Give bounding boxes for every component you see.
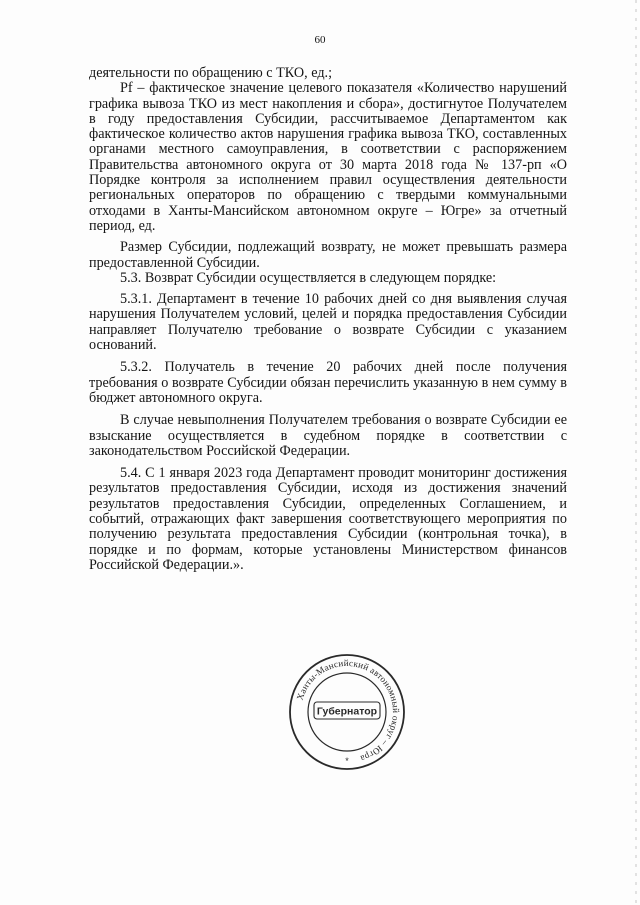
paragraph-court-recovery: В случае невыполнения Получателем требования о возврате Субсидии ее взыскание осуществляется в судебном порядке в соответствии с законодательством Российской Федерации. bbox=[89, 412, 567, 459]
official-seal bbox=[287, 652, 407, 772]
seal-center-text: Губернатор bbox=[316, 705, 378, 718]
document-body bbox=[89, 66, 567, 573]
paragraph-5-3-1: 5.3.1. Департамент в течение 10 рабочих дней со дня выявления случая нарушения Получателем условий, целей и порядка предоставления Субсидии направляет Получателю требование о возврате Субсидии с указанием оснований. bbox=[89, 291, 567, 354]
paragraph-subsidy-limit: Размер Субсидии, подлежащий возврату, не может превышать размера предоставленной Субсидии. bbox=[89, 239, 567, 271]
seal-star-icon: * bbox=[345, 756, 349, 766]
paragraph-pf-definition: Pf – фактическое значение целевого показателя «Количество нарушений графика вывоза ТКО из мест накопления и сбора», достигнутое Получателем в году предоставления Субсидии, рассчитываемое Департаментом как фактическое количество актов нарушения графика вывоза ТКО, составленных органами местного самоуправления, в соответствии с распоряжением Правительства автономного округа от 30 марта 2018 года № 137-рп «О Порядке контроля за исполнением правил осуществления деятельности региональных операторов по обращению с твердыми коммунальными отходами в Ханты-Мансийском автономном округе – Югре» за отчетный период, ед. bbox=[89, 80, 567, 234]
seal-graphic bbox=[287, 652, 407, 772]
paragraph-5-3: 5.3. Возврат Субсидии осуществляется в следующем порядке: bbox=[120, 269, 497, 286]
paragraph-continuation: деятельности по обращению с ТКО, ед.; bbox=[89, 65, 333, 81]
scan-edge-artifact bbox=[635, 0, 637, 905]
seal-ring-textpath: Ханты-Мансийский автономный округ – Югра bbox=[294, 657, 402, 764]
page-number: 60 bbox=[314, 34, 326, 46]
paragraph-5-4: 5.4. С 1 января 2023 года Департамент проводит мониторинг достижения результатов предоставления Субсидии, исходя из достижения значений результатов предоставления Субсидии, определенных Соглашением, и событий, отражающих факт завершения соответствующего мероприятия по получению результата предоставления Субсидии (контрольная точка), в порядке и по формам, которые установлены Министерством финансов Российской Федерации.». bbox=[89, 465, 567, 573]
paragraph-5-3-2: 5.3.2. Получатель в течение 20 рабочих дней после получения требования о возврате Субсидии обязан перечислить указанную в нем сумму в бюджет автономного округа. bbox=[89, 359, 567, 406]
